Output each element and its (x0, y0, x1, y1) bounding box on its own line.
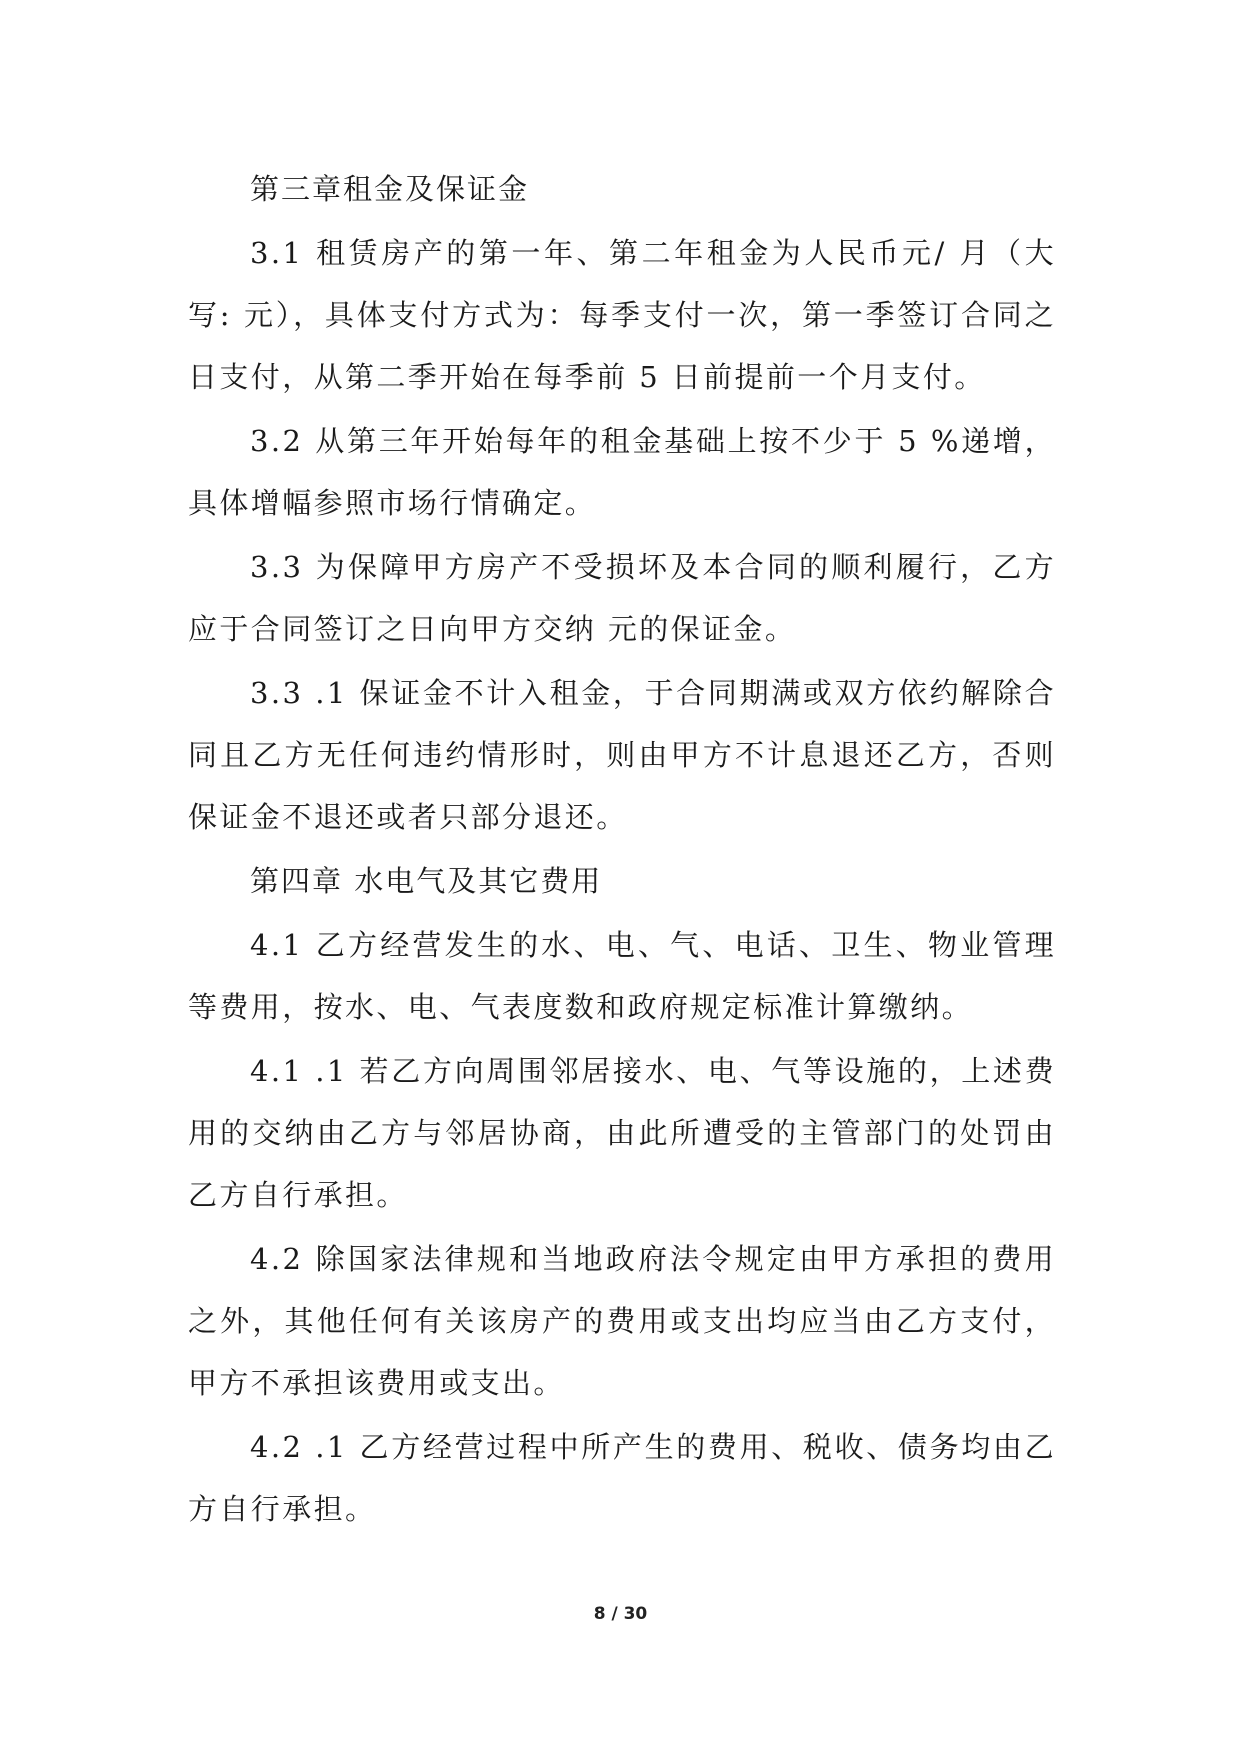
document-body (188, 158, 1056, 1542)
chapter-heading-4: 第四章 水电气及其它费用 (250, 864, 603, 898)
clause-3-2: 3.2 从第三年开始每年的租金基础上按不少于 5 %递增，具体增幅参照市场行情确定。 (188, 424, 1056, 520)
page-number: 8 / 30 (593, 1604, 648, 1624)
clause-4-1-1: 4.1 .1 若乙方向周围邻居接水、电、气等设施的，上述费用的交纳由乙方与邻居协商，由此所遭受的主管部门的处罚由乙方自行承担。 (188, 1054, 1056, 1212)
chapter-heading-3: 第三章租金及保证金 (250, 172, 530, 206)
clause-4-2: 4.2 除国家法律规和当地政府法令规定由甲方承担的费用之外，其他任何有关该房产的费用或支出均应当由乙方支付，甲方不承担该费用或支出。 (188, 1242, 1056, 1400)
clause-4-1: 4.1 乙方经营发生的水、电、气、电话、卫生、物业管理等费用，按水、电、气表度数和政府规定标准计算缴纳。 (188, 928, 1056, 1024)
clause-3-3: 3.3 为保障甲方房产不受损坏及本合同的顺利履行，乙方应于合同签订之日向甲方交纳 元的保证金。 (188, 550, 1056, 646)
clause-3-3-1: 3.3 .1 保证金不计入租金，于合同期满或双方依约解除合同且乙方无任何违约情形时，则由甲方不计息退还乙方，否则保证金不退还或者只部分退还。 (188, 676, 1056, 834)
clause-4-2-1: 4.2 .1 乙方经营过程中所产生的费用、税收、债务均由乙方自行承担。 (188, 1430, 1056, 1526)
clause-3-1: 3.1 租赁房产的第一年、第二年租金为人民币元/ 月（大写: 元），具体支付方式为：每季支付一次，第一季签订合同之日支付，从第二季开始在每季前 5 日前提前一个月支付。 (188, 236, 1056, 394)
